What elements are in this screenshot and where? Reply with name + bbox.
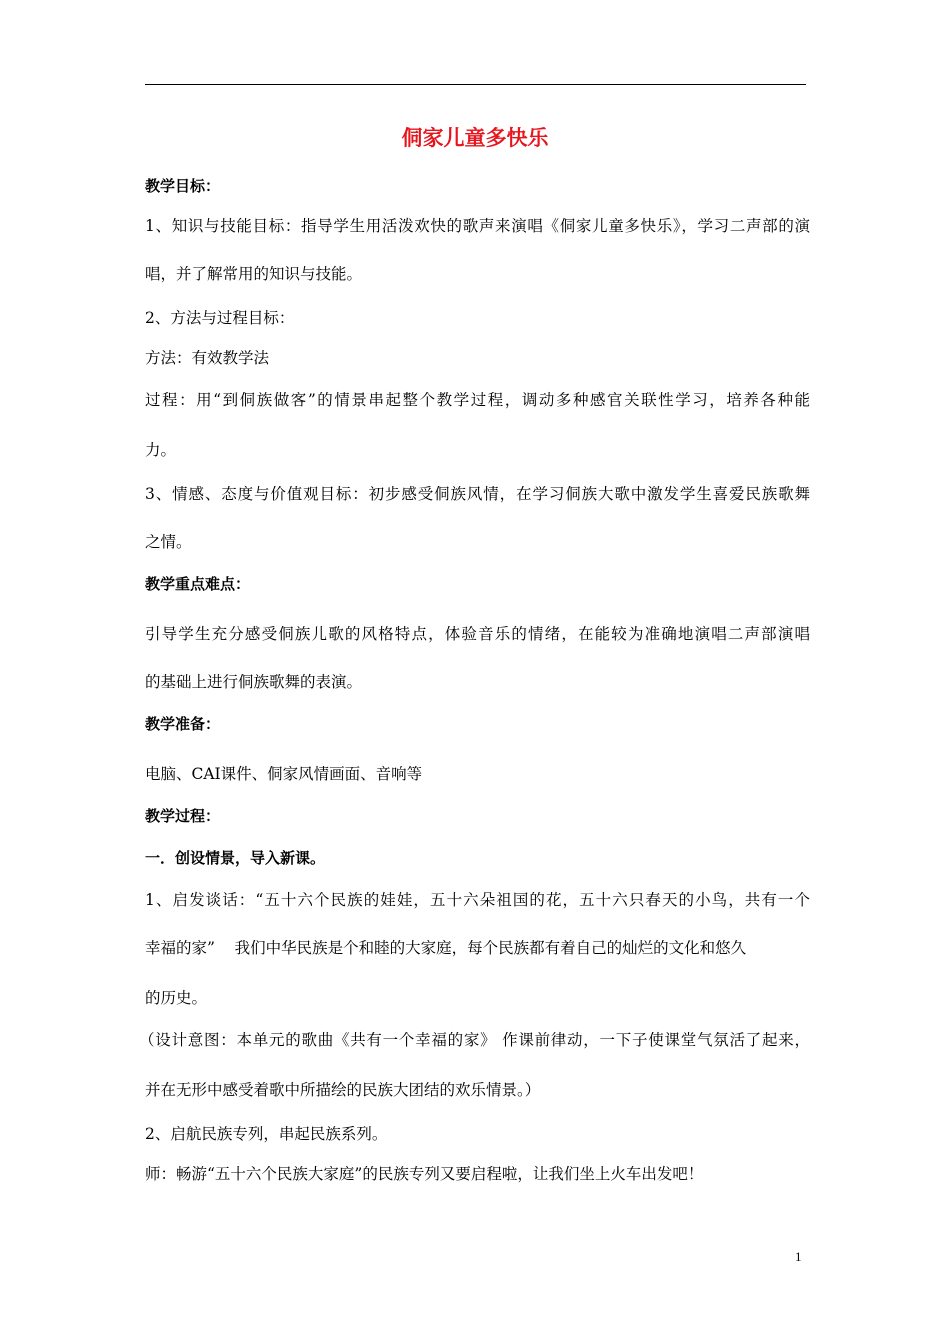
objective-3-line-1: 3、情感、态度与价值观目标：初步感受侗族风情，在学习侗族大歌中激发学生喜爱民族歌舞: [145, 485, 810, 503]
method: 方法：有效教学法: [145, 349, 270, 367]
document-title: 侗家儿童多快乐: [401, 126, 549, 150]
design-intent-line-1: （设计意图：本单元的歌曲《共有一个幸福的家》 作课前律动，一下子使课堂气氛活了起来，: [139, 1031, 810, 1049]
heading-objectives: 教学目标：: [145, 177, 221, 195]
teacher-line: 师：畅游“五十六个民族大家庭”的民族专列又要启程啦，让我们坐上火车出发吧！: [145, 1165, 704, 1183]
header-rule: [145, 84, 806, 85]
heading-key-points: 教学重点难点：: [145, 575, 251, 593]
section-1-heading: 一．创设情景，导入新课。: [145, 849, 326, 867]
design-intent-line-2: 并在无形中感受着歌中所描绘的民族大团结的欢乐情景。）: [145, 1081, 541, 1099]
step-2: 2、启航民族专列，串起民族系列。: [145, 1125, 388, 1143]
heading-process: 教学过程：: [145, 807, 221, 825]
objective-1-line-2: 唱，并了解常用的知识与技能。: [145, 265, 363, 283]
page-number: 1: [795, 1249, 802, 1264]
step-1-line-1: 1、启发谈话：“五十六个民族的娃娃，五十六朵祖国的花，五十六只春天的小鸟，共有一个: [145, 891, 810, 909]
objective-3-line-2: 之情。: [145, 533, 192, 551]
key-points-line-1: 引导学生充分感受侗族儿歌的风格特点，体验音乐的情绪，在能较为准确地演唱二声部演唱: [145, 625, 810, 643]
step-1-line-3: 的历史。: [145, 989, 208, 1007]
process-line-2: 力。: [145, 441, 177, 459]
preparation: 电脑、CAI课件、侗家风情画面、音响等: [145, 765, 423, 783]
process-line-1: 过程：用“到侗族做客”的情景串起整个教学过程，调动多种感官关联性学习，培养各种能: [145, 391, 810, 409]
objective-2: 2、方法与过程目标：: [145, 309, 295, 327]
step-1-line-2: 幸福的家” 我们中华民族是个和睦的大家庭，每个民族都有着自己的灿烂的文化和悠久: [145, 939, 747, 957]
key-points-line-2: 的基础上进行侗族歌舞的表演。: [145, 673, 363, 691]
objective-1-line-1: 1、知识与技能目标：指导学生用活泼欢快的歌声来演唱《侗家儿童多快乐》，学习二声部的演: [145, 217, 810, 235]
heading-preparation: 教学准备：: [145, 715, 221, 733]
